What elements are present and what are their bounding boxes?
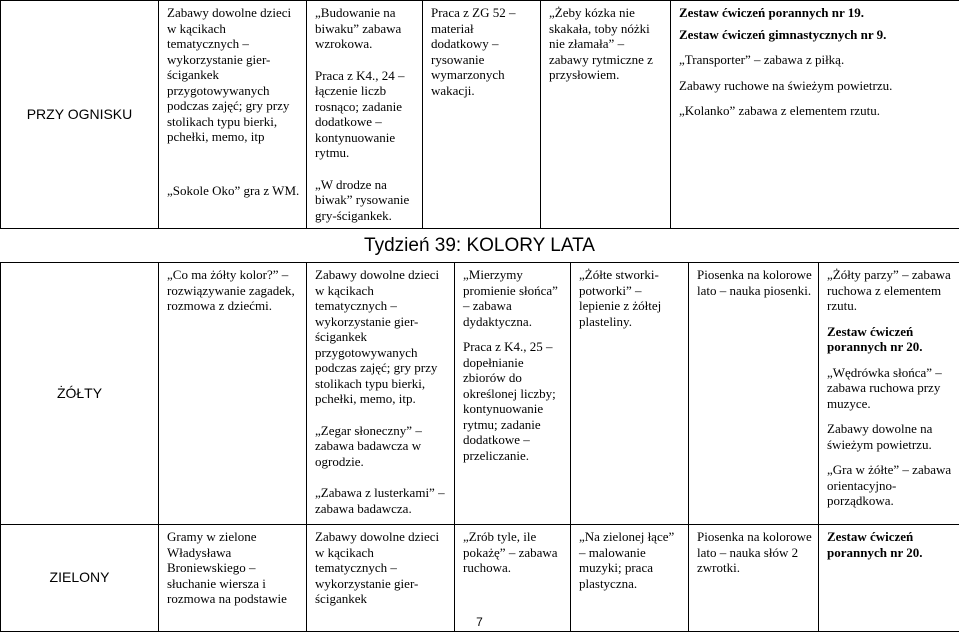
cell-text: „Wędrówka słońca” – zabawa ruchowa przy muzyce. bbox=[827, 365, 953, 412]
cell-activities bbox=[307, 1, 423, 229]
cell-text: Piosenka na kolorowe lato – nauka piosenki. bbox=[697, 267, 812, 298]
cell-activities bbox=[455, 263, 571, 525]
cell-text: „Co ma żółty kolor?” – rozwiązywanie zagadek, rozmowa z dziećmi. bbox=[167, 267, 300, 314]
cell-activities bbox=[689, 263, 819, 525]
row-label: ŻÓŁTY bbox=[1, 263, 159, 525]
table-row-przy-ognisku bbox=[1, 1, 959, 229]
page-number: 7 bbox=[0, 615, 959, 629]
cell-text: Zestaw ćwiczeń porannych nr 19. bbox=[679, 5, 953, 21]
cell-text: Zestaw ćwiczeń porannych nr 20. bbox=[827, 529, 953, 560]
cell-text: Zestaw ćwiczeń porannych nr 20. bbox=[827, 324, 953, 355]
cell-text: „Sokole Oko” gra z WM. bbox=[167, 183, 300, 199]
cell-text: Piosenka na kolorowe lato – nauka słów 2 zwrotki. bbox=[697, 529, 812, 576]
cell-text: Zabawy dowolne dzieci w kącikach tematycznych – wykorzystanie gier-ścigankek bbox=[315, 529, 448, 607]
cell-text: „Zrób tyle, ile pokażę” – zabawa ruchowa. bbox=[463, 529, 564, 576]
row-label: PRZY OGNISKU bbox=[1, 1, 159, 229]
cell-text: „Żeby kózka nie skakała, toby nóżki nie złamała” – zabawy rytmiczne z przysłowiem. bbox=[549, 5, 664, 83]
cell-activities bbox=[819, 263, 959, 525]
row-label: ZIELONY bbox=[1, 525, 159, 632]
cell-activities bbox=[571, 263, 689, 525]
cell-text: „Na zielonej łące” – malowanie muzyki; praca plastyczna. bbox=[579, 529, 682, 591]
week-plan-table bbox=[0, 262, 959, 632]
cell-activities bbox=[159, 1, 307, 229]
cell-text: „Żółte stworki-potworki” – lepienie z żółtej plasteliny. bbox=[579, 267, 682, 329]
cell-text: Zestaw ćwiczeń gimnastycznych nr 9. bbox=[679, 27, 953, 43]
cell-text: „Gra w żółte” – zabawa orientacyjno-porządkowa. bbox=[827, 462, 953, 509]
cell-activities bbox=[671, 1, 959, 229]
cell-text: „Transporter” – zabawa z piłką. bbox=[679, 52, 953, 68]
week-title: Tydzień 39: KOLORY LATA bbox=[0, 232, 959, 260]
cell-text: Zabawy dowolne na świeżym powietrzu. bbox=[827, 421, 953, 452]
table-row-zolty bbox=[1, 263, 959, 525]
cell-text: „W drodze na biwak” rysowanie gry-ścigankek. bbox=[315, 177, 416, 224]
cell-text: Zabawy dowolne dzieci w kącikach tematycznych – wykorzystanie gier-ścigankek przygotowywanych podczas zajęć; gry przy stolikach typu bierki, pchełki, memo, itp bbox=[167, 5, 300, 145]
cell-text: „Żółty parzy” – zabawa ruchowa z elementem rzutu. bbox=[827, 267, 953, 314]
cell-activities bbox=[423, 1, 541, 229]
cell-activities bbox=[159, 263, 307, 525]
cell-text: Praca z K4., 25 – dopełnianie zbiorów do określonej liczby; kontynuowanie rytmu; zadanie dodatkowe – przeliczanie. bbox=[463, 339, 564, 463]
cell-text: „Budowanie na biwaku” zabawa wzrokowa. bbox=[315, 5, 416, 52]
cell-text: „Zegar słoneczny” – zabawa badawcza w ogrodzie. bbox=[315, 423, 448, 470]
cell-text: Praca z K4., 24 – łączenie liczb rosnąco; zadanie dodatkowe – kontynuowanie rytmu. bbox=[315, 68, 416, 161]
cell-activities bbox=[307, 263, 455, 525]
cell-text: „Kolanko” zabawa z elementem rzutu. bbox=[679, 103, 953, 119]
top-plan-table bbox=[0, 0, 959, 229]
cell-activities bbox=[541, 1, 671, 229]
cell-text: Zabawy dowolne dzieci w kącikach tematycznych – wykorzystanie gier-ścigankek przygotowywanych podczas zajęć; gry przy stolikach typu bierki, pchełki, memo, itp. bbox=[315, 267, 448, 407]
cell-text: „Mierzymy promienie słońca” – zabawa dydaktyczna. bbox=[463, 267, 564, 329]
cell-text: „Zabawa z lusterkami” – zabawa badawcza. bbox=[315, 485, 448, 516]
cell-text: Praca z ZG 52 – materiał dodatkowy – rysowanie wymarzonych wakacji. bbox=[431, 5, 534, 98]
cell-text: Gramy w zielone Władysława Broniewskiego – słuchanie wiersza i rozmowa na podstawie bbox=[167, 529, 300, 607]
cell-text: Zabawy ruchowe na świeżym powietrzu. bbox=[679, 78, 953, 94]
